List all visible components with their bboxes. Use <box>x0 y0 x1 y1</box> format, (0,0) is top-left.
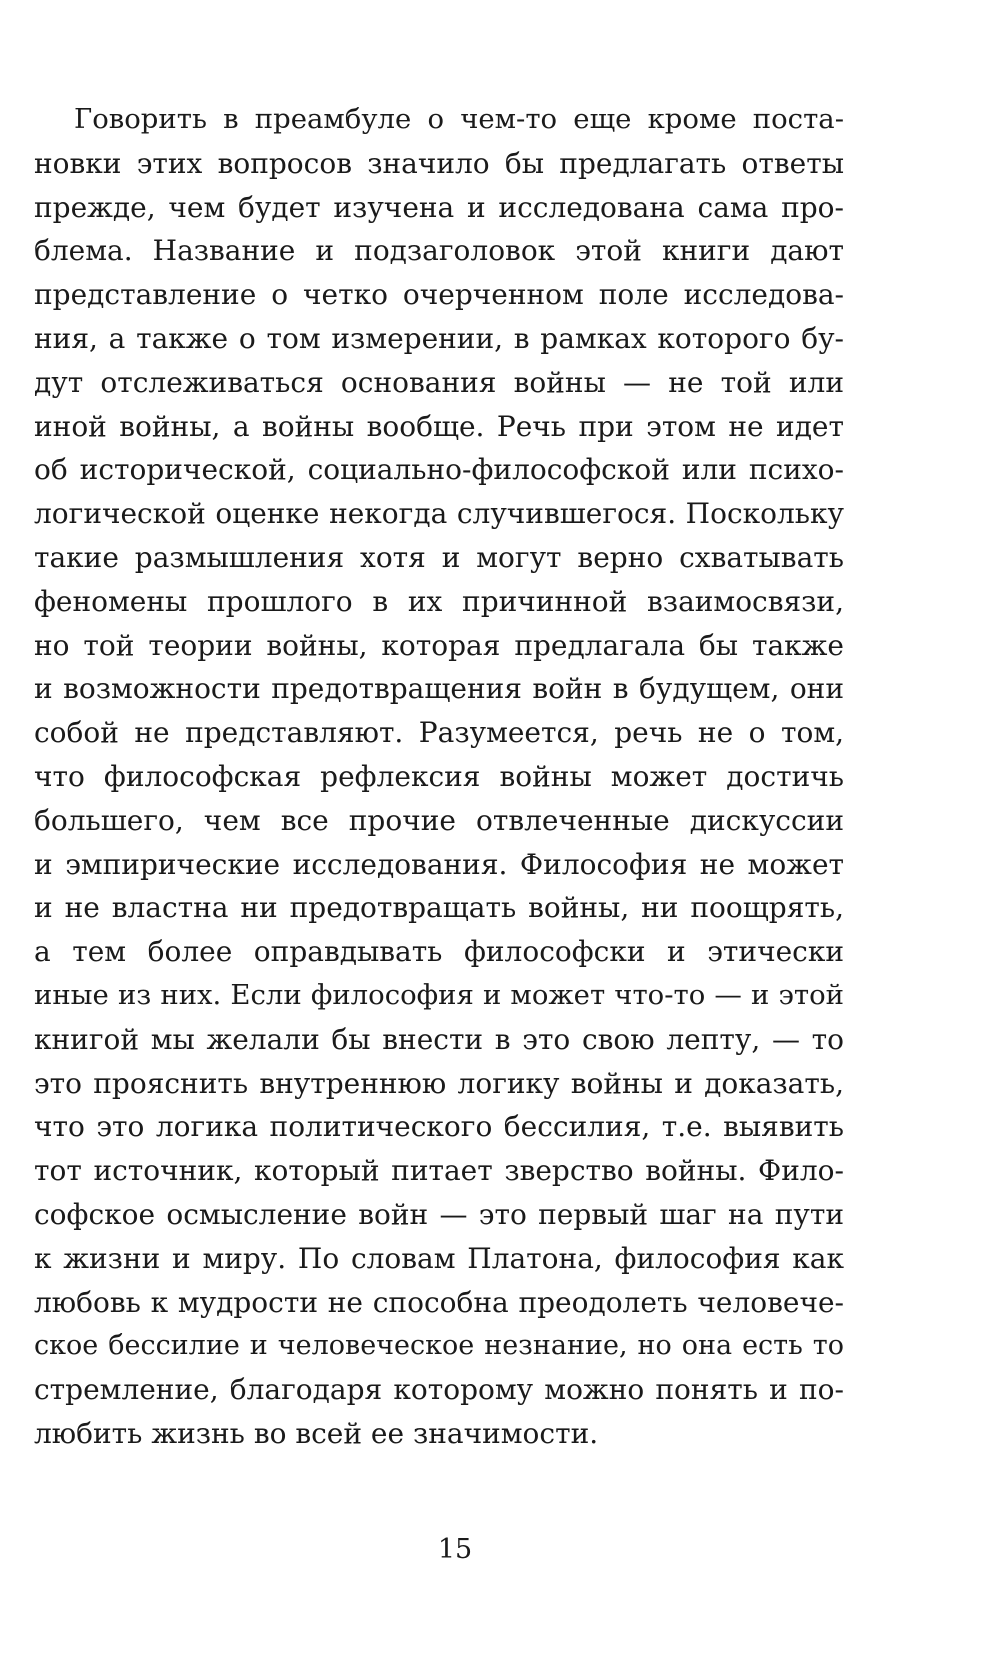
text-line: к жизни и миру. По словам Платона, философия как <box>34 1241 844 1275</box>
text-line: логической оценке некогда случившегося. Поскольку <box>34 497 844 531</box>
text-line: а тем более оправдывать философски и этически <box>34 935 844 969</box>
page-number: 15 <box>437 1534 473 1565</box>
text-line: прежде, чем будет изучена и исследована сама про- <box>34 190 844 224</box>
text-line: стремление, благодаря которому можно понять и по- <box>34 1373 844 1407</box>
text-line: и возможности предотвращения войн в будущем, они <box>34 672 844 706</box>
text-line: Говорить в преамбуле о чем-то еще кроме поста- <box>74 103 844 135</box>
text-line: тот источник, который питает зверство войны. Фило- <box>34 1154 844 1188</box>
text-line: иные из них. Если философия и может что-то — и этой <box>34 978 844 1011</box>
text-line: дут отслеживаться основания войны — не той или <box>34 365 844 399</box>
text-line: такие размышления хотя и могут верно схватывать <box>34 540 844 574</box>
text-line: книгой мы желали бы внести в это свою лепту, — то <box>34 1022 844 1056</box>
text-line: собой не представляют. Разумеется, речь не о том, <box>34 716 844 750</box>
text-line: блема. Название и подзаголовок этой книги дают <box>34 234 844 268</box>
text-line: об исторической, социально-философской или психо- <box>34 453 844 487</box>
text-line: любить жизнь во всей ее значимости. <box>34 1416 599 1450</box>
text-line: и не властна ни предотвращать войны, ни поощрять, <box>34 891 844 925</box>
text-line: большего, чем все прочие отвлеченные дискуссии <box>34 803 844 837</box>
text-line: любовь к мудрости не способна преодолеть человече- <box>34 1285 844 1319</box>
text-line: но той теории войны, которая предлагала бы также <box>34 628 844 662</box>
text-line: представление о четко очерченном поле исследова- <box>34 278 844 312</box>
text-line: что это логика политического бессилия, т.е. выявить <box>34 1110 844 1144</box>
text-line: иной войны, а войны вообще. Речь при этом не идет <box>34 409 844 443</box>
text-line: ния, а также о том измерении, в рамках которого бу- <box>34 321 844 355</box>
text-line: ское бессилие и человеческое незнание, но она есть то <box>34 1330 844 1362</box>
text-line: это прояснить внутреннюю логику войны и доказать, <box>34 1066 844 1100</box>
text-line: софское осмысление войн — это первый шаг на пути <box>34 1197 844 1231</box>
body-paragraph <box>34 98 844 1456</box>
text-line: новки этих вопросов значило бы предлагать ответы <box>34 146 844 180</box>
text-line: феномены прошлого в их причинной взаимосвязи, <box>34 584 844 618</box>
text-line: что философская рефлексия войны может достичь <box>34 759 844 793</box>
text-line: и эмпирические исследования. Философия не может <box>34 847 844 881</box>
